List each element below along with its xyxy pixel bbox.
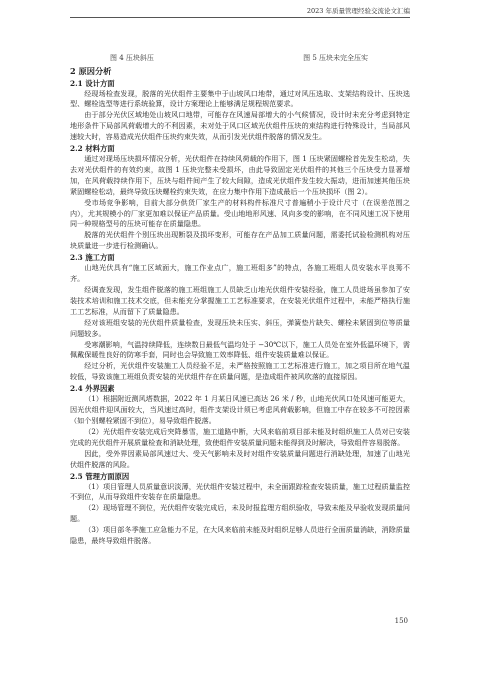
- page-number: 150: [394, 617, 408, 625]
- paragraph: （1）根据附近测风塔数据，2022 年 1 月某日风速已高达 26 米 / 秒，山地光伏风口处风速可能更大，因光伏组件迎风面较大，当风速过高时，组件支架设计须已考虑风荷载影响，但施工中存在较多不可控因素（如个别螺栓紧固不到位），易导致组件脱落。: [70, 394, 410, 425]
- subsection-heading: 2.1 设计方面: [70, 78, 115, 88]
- paragraph: 受寒潮影响，气温持续降低，连续数日最低气温均处于 −30℃以下，施工人员处在室外低温环境下，需佩戴保暖性良好的防寒手套，同时也会导致施工效率降低、组件安装质量难以保证。: [70, 339, 410, 360]
- paragraph: 经现场检查发现，脱落的光伏组件主要集中于山坡风口地带，通过对风压选取、支架结构设计、压块选型、螺栓选型等进行系统验算，设计方案理论上能够满足规程规范要求。: [70, 88, 410, 109]
- subsection-heading: 2.3 施工方面: [70, 253, 115, 263]
- paragraph: 山地光伏具有“施工区域面大，施工作业点广，施工班组多”的特点，各施工班组人员安装水平良莠不齐。: [70, 263, 410, 284]
- paragraph: 脱落的光伏组件个别压块出现断裂及损坏变形，可能存在产品加工质量问题，需委托试验检测机构对压块质量进一步进行检测确认。: [70, 230, 410, 251]
- paragraph: 因此，受外界因素局部风速过大、受天气影响未及时对组件安装质量问题进行消缺处理，加速了山地光伏组件脱落的风险。: [70, 448, 410, 469]
- paragraph: 通过对现场压块损坏情况分析，光伏组件在持续风荷载的作用下，图 1 压块紧固螺栓首先发生松动，失去对光伏组件的有效约束，故图 1 压块完整未受损坏，由此导致固定光伏组件的其他三个压块受力显著增加，在风荷载持续作用下，压块与组件间产生了较大间隙，造成光伏组件发生较大振动，进而加速其他压块紧固螺栓松动，最终导致压块螺栓约束失效，在应力集中作用下造成最后一个压块损坏（图 2）。: [70, 154, 410, 196]
- subsection-heading: 2.2 材料方面: [70, 144, 115, 154]
- section-heading: 2 原因分析: [70, 66, 112, 76]
- paragraph: （3）项目部冬季施工应急能力不足，在大风来临前未能及时组织足够人员进行全面质量消缺，消除质量隐患，最终导致组件脱落。: [70, 525, 410, 546]
- body-content: [70, 66, 410, 547]
- paragraph: （2）现场管理不到位，光伏组件安装完成后，未及时报监理方组织验收，导致未能及早验收发现质量问题。: [70, 503, 410, 524]
- paragraph: 由于部分光伏区域地处山坡风口地带，可能存在风速局部增大的小气候情况，设计时未充分考虑到特定地形条件下局部风荷载增大的不利因素，未对处于风口区域光伏组件压块的束结构进行特殊设计，当局部风速较大时，容易造成光伏组件压块约束失效，从而引发光伏组件脱落的情况发生。: [70, 110, 410, 142]
- header-divider: [70, 17, 410, 18]
- figure-captions: [70, 53, 410, 63]
- subsection-heading: 2.5 管理方面原因: [70, 471, 130, 481]
- paragraph: （1）项目管理人员质量意识淡薄，光伏组件安装过程中，未全面跟踪检查安装质量，施工过程质量监控不到位，从而导致组件安装存在质量隐患。: [70, 481, 410, 502]
- paragraph: 经过分析，光伏组件安装施工人员经验不足，未严格按照施工工艺标准进行施工，加之项目所在地气温较低，导致该施工班组负责安装的光伏组件存在质量问题，是造成组件被风吹落的直接原因。: [70, 361, 410, 382]
- running-header: 2023 年质量管理经验交流论文汇编: [306, 7, 410, 15]
- paragraph: 经调查发现，发生组件脱落的施工班组施工人员缺乏山地光伏组件安装经验，施工人员进场虽参加了安装技术培训和施工技术交底，但未能充分掌握施工工艺标准要求，在安装光伏组件过程中，未能严格执行施工工艺标准，从而留下了质量隐患。: [70, 285, 410, 316]
- paragraph: （2）光伏组件安装完成后突降暴雪，施工道路中断，大风来临前项目部未能及时组织施工人员对已安装完成的光伏组件开展质量检查和消缺处理，致使组件安装质量问题未能得到及时解决，导致组件容易脱落。: [70, 426, 410, 447]
- paragraph: 经对该班组安装的光伏组件质量检查，发现压块未压实、斜压，弹簧垫片缺失、螺栓未紧固到位等质量问题较多。: [70, 317, 410, 338]
- figure-5-caption: 图 5 压块未完全压实: [303, 54, 368, 62]
- paragraph: 受市场竞争影响，目前大部分供货厂家生产的材料构件标准尺寸普遍稍小于设计尺寸（在误差范围之内），尤其规模小的厂家更加难以保证产品质量。受山地地形风速、风向多变的影响，在不同风速工况下使用同一种规格型号的压块可能存在质量隐患。: [70, 197, 410, 229]
- subsection-heading: 2.4 外界因素: [70, 384, 115, 394]
- figure-4-caption: 图 4 压块斜压: [110, 54, 154, 62]
